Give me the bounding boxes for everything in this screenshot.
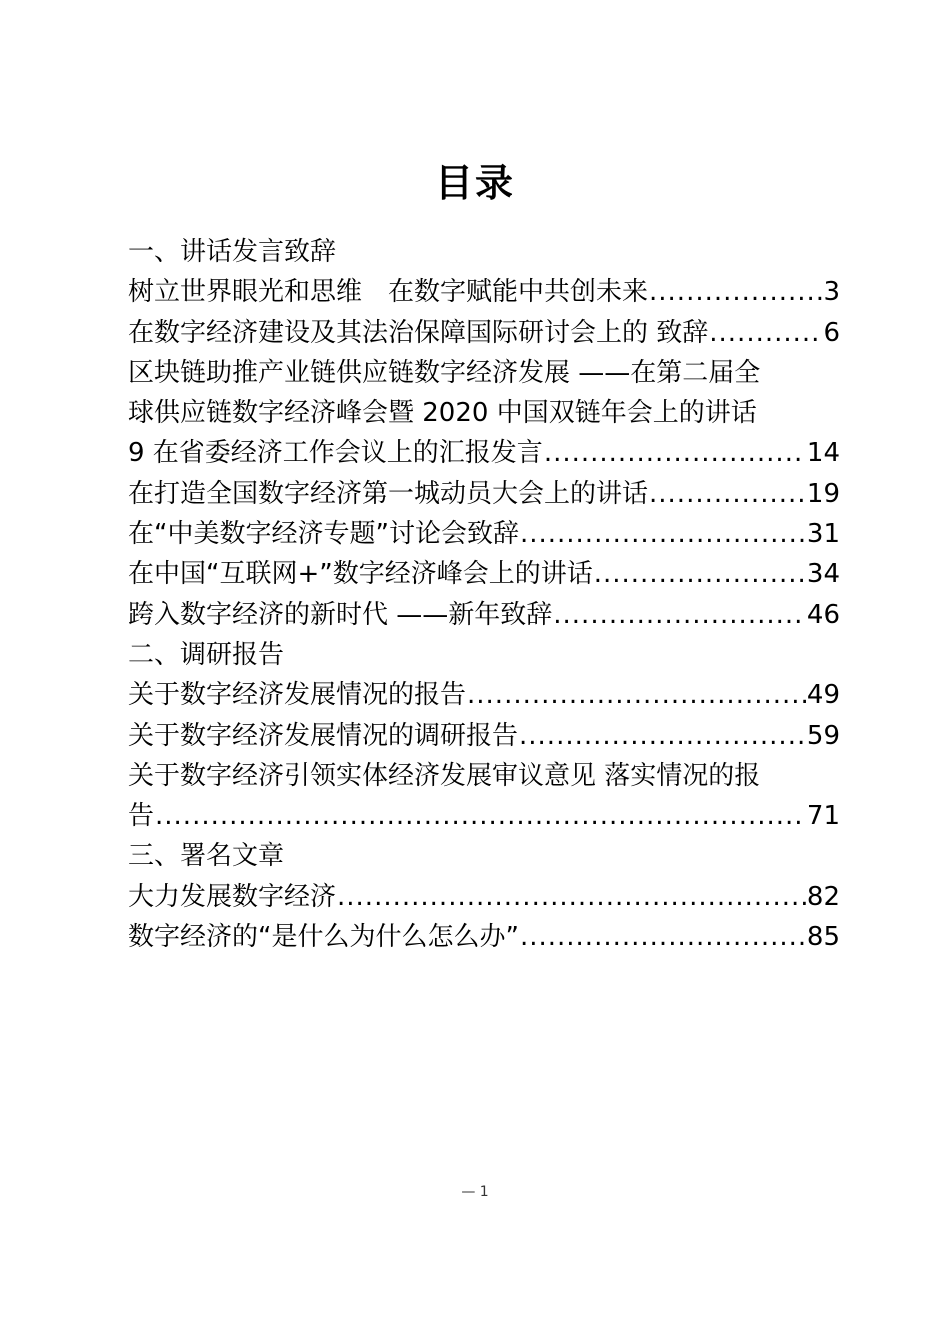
toc-entry-page: 85 [806, 922, 840, 953]
toc-leader-dots [337, 877, 806, 917]
toc-leader-dots [467, 675, 806, 715]
toc-entry-title: 树立世界眼光和思维 在数字赋能中共创未来 [128, 277, 649, 308]
toc-entry[interactable] [128, 716, 840, 756]
toc-entry-title-line[interactable]: 球供应链数字经济峰会暨 2020 中国双链年会上的讲话 [128, 398, 757, 429]
page-title: 目录 [434, 161, 515, 205]
toc-section-heading: 一、讲话发言致辞 [128, 237, 337, 267]
toc-entry-title: 在中国“互联网+”数字经济峰会上的讲话 [128, 559, 593, 590]
toc-entry-title: 关于数字经济发展情况的报告 [128, 680, 467, 711]
toc-entry-page: 71 [806, 801, 840, 832]
toc-leader-dots [709, 313, 822, 353]
toc-entry[interactable] [128, 877, 840, 917]
toc-entry[interactable] [128, 272, 840, 312]
toc-entry[interactable] [128, 796, 840, 836]
table-of-contents [128, 232, 840, 957]
toc-leader-dots [544, 433, 806, 473]
toc-leader-dots [520, 514, 806, 554]
toc-entry-title: 跨入数字经济的新时代 ——新年致辞 [128, 599, 553, 630]
toc-entry[interactable] [128, 433, 840, 473]
toc-entry[interactable] [128, 313, 840, 353]
page-footer-number: — 1 [461, 1184, 489, 1200]
toc-entry-title-line[interactable]: 关于数字经济引领实体经济发展审议意见 落实情况的报 [128, 760, 761, 791]
toc-entry[interactable] [128, 474, 840, 514]
toc-entry-page: 14 [806, 438, 840, 469]
toc-leader-dots [520, 917, 806, 957]
toc-entry-title: 9 在省委经济工作会议上的汇报发言 [128, 438, 543, 469]
toc-entry[interactable] [128, 595, 840, 635]
toc-entry-title: 在数字经济建设及其法治保障国际研讨会上的 致辞 [128, 317, 709, 348]
toc-entry-title: 在“中美数字经济专题”讨论会致辞 [128, 519, 519, 550]
toc-entry-page: 34 [806, 559, 840, 590]
toc-entry-page: 46 [806, 599, 840, 630]
toc-leader-dots [649, 474, 806, 514]
toc-leader-dots [649, 272, 822, 312]
toc-leader-dots [155, 796, 806, 836]
toc-entry-page: 49 [806, 680, 840, 711]
toc-entry-page: 3 [823, 277, 840, 308]
toc-entry[interactable] [128, 554, 840, 594]
toc-entry-page: 59 [806, 720, 840, 751]
toc-section-heading: 二、调研报告 [128, 639, 285, 670]
toc-leader-dots [519, 716, 806, 756]
toc-section-heading: 三、署名文章 [128, 841, 285, 872]
toc-entry-title: 在打造全国数字经济第一城动员大会上的讲话 [128, 478, 649, 509]
toc-entry-title: 告 [128, 801, 155, 832]
toc-entry-title: 数字经济的“是什么为什么怎么办” [128, 922, 519, 953]
toc-entry-page: 82 [806, 881, 840, 912]
toc-entry[interactable] [128, 675, 840, 715]
toc-entry-title-line[interactable]: 区块链助推产业链供应链数字经济发展 ——在第二届全 [128, 357, 761, 388]
toc-entry-page: 31 [806, 519, 840, 550]
toc-leader-dots [553, 595, 806, 635]
toc-entry-title: 关于数字经济发展情况的调研报告 [128, 720, 519, 751]
toc-entry-page: 19 [806, 478, 840, 509]
toc-entry[interactable] [128, 514, 840, 554]
toc-entry-title: 大力发展数字经济 [128, 881, 337, 912]
toc-leader-dots [594, 554, 806, 594]
toc-entry[interactable] [128, 917, 840, 957]
toc-entry-page: 6 [823, 317, 840, 348]
